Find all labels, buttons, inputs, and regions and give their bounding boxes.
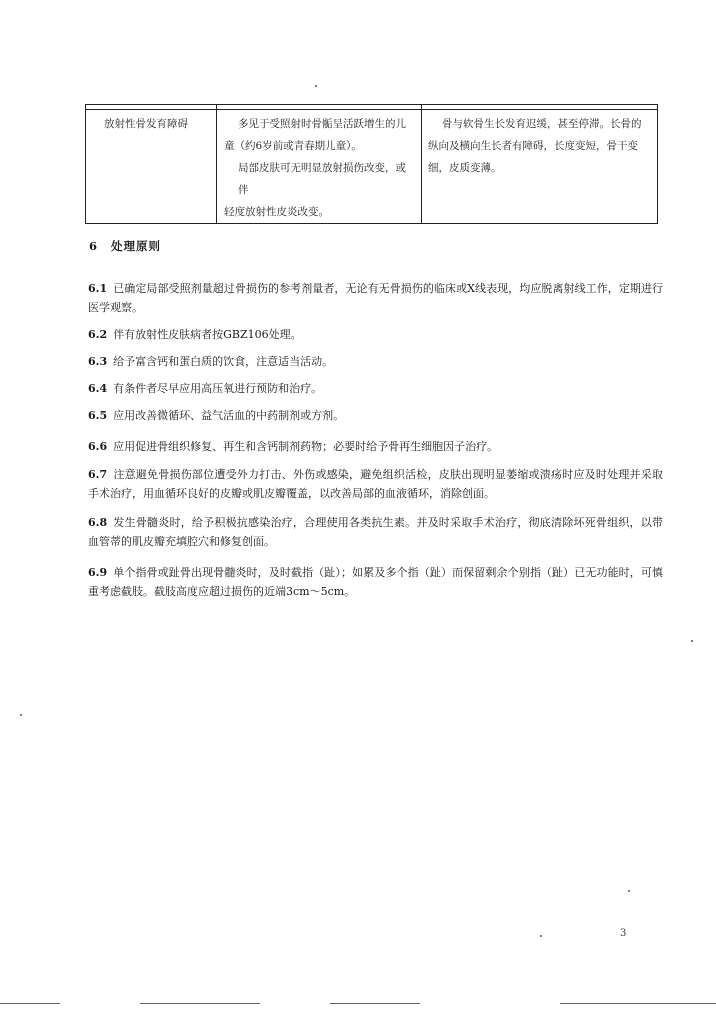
- clause-6-9: [88, 563, 663, 601]
- table-cell-features: [224, 113, 416, 223]
- scan-edge-line: [140, 1003, 260, 1004]
- clause-number: 6.4: [88, 382, 108, 395]
- table-cell-line: 轻度放射性皮炎改变。: [224, 206, 329, 218]
- clause-text: 有条件者尽早应用高压氧进行预防和治疗。: [113, 382, 323, 395]
- clause-6-1: [88, 279, 663, 317]
- scan-speck: [315, 85, 317, 87]
- scan-speck: [691, 640, 693, 642]
- scan-edge-line: [560, 1003, 716, 1004]
- table-cell-line: 细，皮质变薄。: [428, 162, 502, 174]
- table-cell-line: 多见于受照射时骨骺呈活跃增生的儿: [238, 118, 406, 130]
- clause-text: 注意避免骨损伤部位遭受外力打击、外伤或感染，避免组织活检，皮肤出现明显萎缩或溃疡时应及时处理并采取手术治疗，用血循环良好的皮瓣或肌皮瓣覆盖，以改善局部的血液循环，消除创面。: [88, 468, 663, 500]
- scan-speck: [628, 890, 630, 892]
- table-cell-line: 局部皮肤可无明显放射损伤改变，或伴: [238, 162, 406, 196]
- table-cell-line: 骨与软骨生长发育迟缓，甚至停滞。长骨的: [442, 118, 642, 130]
- clause-number: 6.5: [88, 409, 108, 422]
- table-cell-type: [104, 113, 214, 135]
- clause-number: 6.8: [88, 516, 108, 529]
- clause-text: 伴有放射性皮肤病者按GBZ106处理。: [113, 328, 302, 341]
- clause-number: 6.3: [88, 355, 108, 368]
- clause-text: 应用促进骨组织修复、再生和含钙制剂药物；必要时给予骨再生细胞因子治疗。: [113, 440, 499, 453]
- column-divider: [216, 105, 217, 223]
- table-cell-line: 纵向及横向生长者有障碍，长度变短，骨干变: [428, 140, 638, 152]
- clause-6-2: [88, 325, 663, 344]
- clause-number: 6.2: [88, 328, 108, 341]
- page-number: 3: [620, 928, 627, 939]
- section-number: 6: [89, 239, 99, 253]
- table-cell-xray: [428, 113, 653, 179]
- clause-6-3: [88, 352, 663, 371]
- table-cell-line: 童（约6岁前或青春期儿童）。: [224, 140, 362, 152]
- section-title: 处理原则: [111, 239, 162, 253]
- table-top-rule: [86, 109, 657, 110]
- classification-table: [85, 104, 658, 224]
- clause-text: 发生骨髓炎时，给予积极抗感染治疗，合理使用各类抗生素。并及时采取手术治疗，彻底清除坏死骨组织，以带血管蒂的肌皮瓣充填腔穴和修复创面。: [88, 516, 663, 548]
- clause-6-8: [88, 513, 663, 551]
- scan-edge-line: [330, 1003, 420, 1004]
- clause-6-7: [88, 465, 663, 503]
- clause-text: 单个指骨或趾骨出现骨髓炎时，及时截指（趾）；如累及多个指（趾）而保留剩余个别指（趾）已无功能时，可慎重考虑截肢。截肢高度应超过损伤的近端3cm～5cm。: [88, 566, 663, 598]
- clause-6-6: [88, 437, 663, 456]
- clause-6-4: [88, 379, 663, 398]
- clause-text: 已确定局部受照剂量超过骨损伤的参考剂量者，无论有无骨损伤的临床或X线表现，均应脱离射线工作，定期进行医学观察。: [88, 282, 663, 314]
- clause-number: 6.9: [88, 566, 108, 579]
- clause-number: 6.6: [88, 440, 108, 453]
- clause-6-5: [88, 406, 663, 425]
- scan-speck: [540, 935, 542, 937]
- scan-edge-line: [0, 1003, 60, 1004]
- clause-number: 6.7: [88, 468, 108, 481]
- clause-text: 给予富含钙和蛋白质的饮食，注意适当活动。: [113, 355, 334, 368]
- clause-number: 6.1: [88, 282, 108, 295]
- clause-text: 应用改善微循环、益气活血的中药制剂或方剂。: [113, 409, 345, 422]
- scan-speck: [20, 714, 22, 716]
- table-cell-line: 放射性骨发育障碍: [104, 118, 188, 130]
- column-divider: [421, 105, 422, 223]
- section-heading: [89, 238, 161, 254]
